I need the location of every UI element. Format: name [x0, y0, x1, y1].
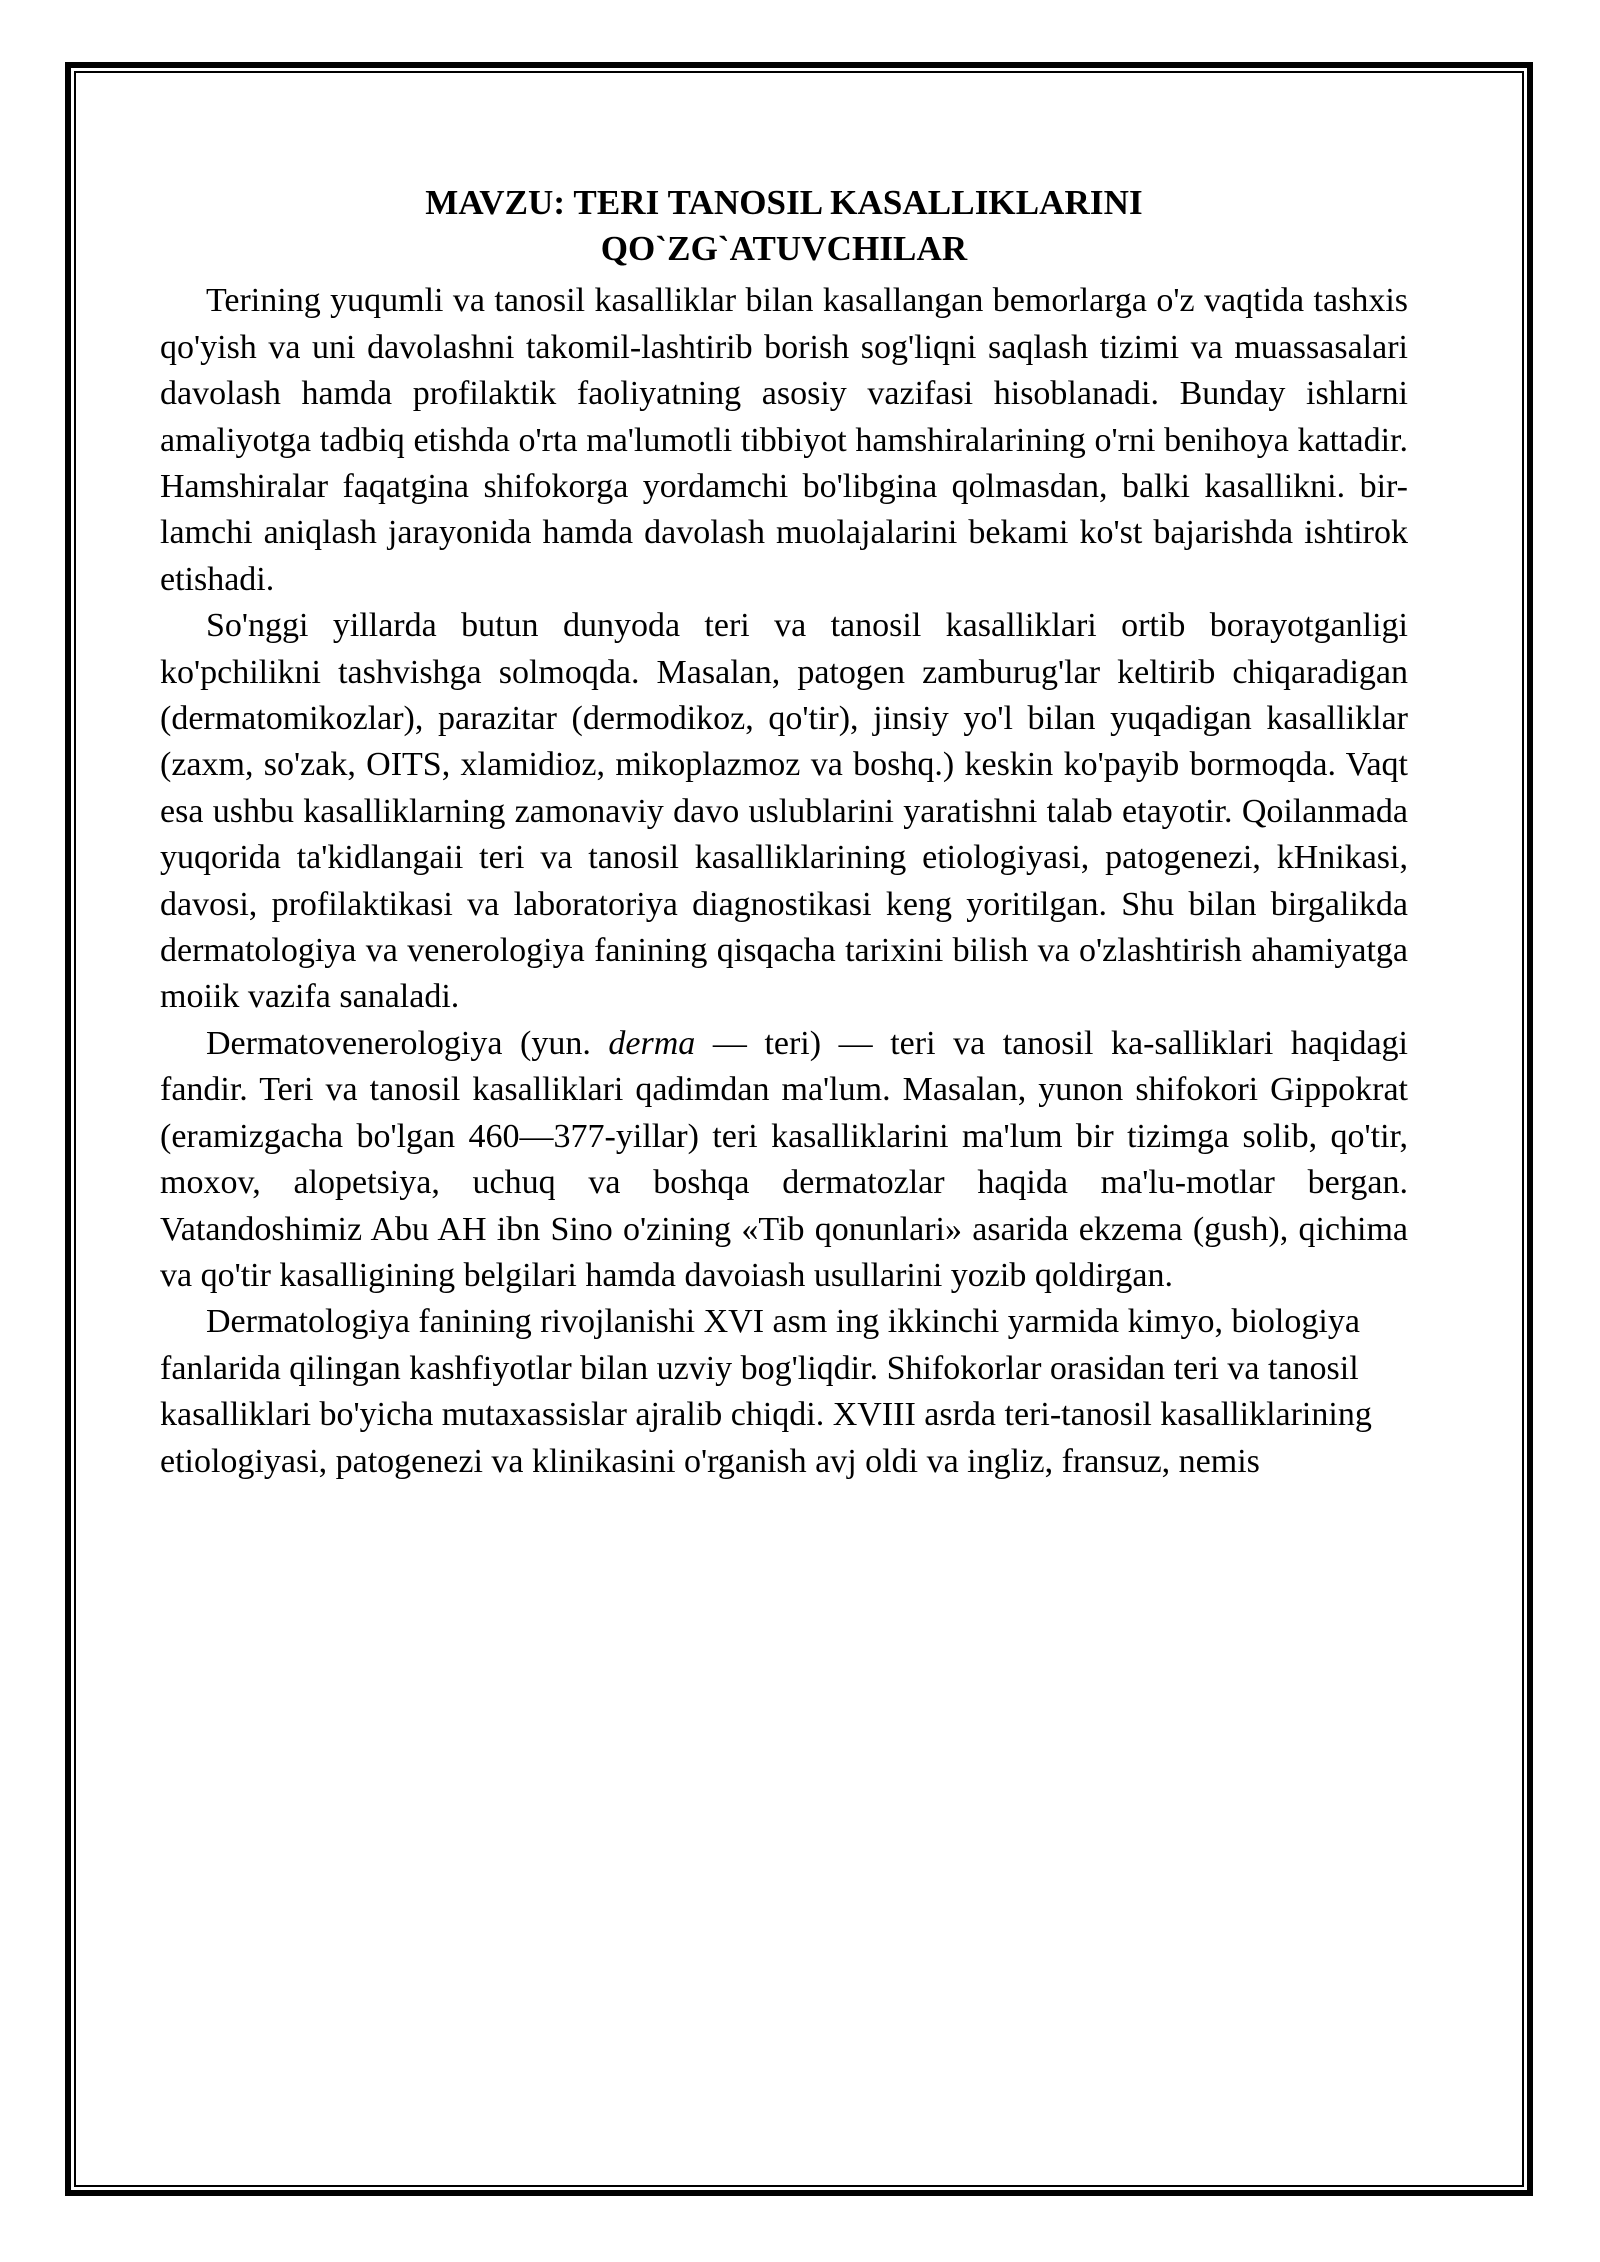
paragraph-text-before-term: Dermatovenerologiya (yun. — [206, 1024, 609, 1062]
document-content-area — [160, 180, 1408, 1485]
page-title — [160, 180, 1408, 278]
paragraph-global-disease-trends: So'nggi yillarda butun dunyoda teri va tanosil kasalliklari ortib borayotganligi ko'pchilikni tashvishga solmoqda. Masalan, patogen zamburug'lar keltirib chiqaradigan (dermatomikozlar), parazitar (dermodikoz, qo'tir), jinsiy yo'l bilan yuqadigan kasalliklar (zaxm, so'zak, OITS, xlamidioz, mikoplazmoz va boshq.) keskin ko'payib bormoqda. Vaqt esa ushbu kasalliklarning zamonaviy davo uslublarini yaratishni talab etayotir. Qoilanmada yuqorida ta'kidlangaii teri va tanosil kasalliklarining etiologiyasi, patogenezi, kHnikasi, davosi, profilaktikasi va laboratoriya diagnostikasi keng yoritilgan. Shu bilan birgalikda dermatologiya va venerologiya fanining qisqacha tarixini bilish va o'zlashtirish ahamiyatga moiik vazifa sanaladi. — [160, 607, 1408, 1016]
paragraph-dermatology-history: Dermatologiya fanining rivojlanishi XVI asm ing ikkinchi yarmida kimyo, biologiya fanlarida qilingan kashfiyotlar bilan uzviy bog'liqdir. Shifokorlar orasidan teri va tanosil kasalliklari bo'yicha mutaxassislar ajralib chiqdi. XVIII asrda teri-tanosil kasalliklarining etiologiyasi, patogenezi va klinikasini o'rganish avj oldi va ingliz, fransuz, nemis — [160, 1303, 1372, 1480]
page-title-line-2: QO`ZG`ATUVCHILAR — [600, 229, 968, 269]
paragraph-text-after-term: — teri) — teri va tanosil ka-salliklari haqidagi fandir. Teri va tanosil kasalliklari qadimdan ma'lum. Masalan, yunon shifokori Gippokrat (eramizgacha bo'lgan 460—377-yillar) teri kasalliklarini ma'lum bir tizimga solib, qo'tir, moxov, alopetsiya, uchuq va boshqa dermatozlar haqida ma'lu-motlar bergan. Vatandoshimiz Abu AH ibn Sino o'zining «Tib qonunlari» asarida ekzema (gush), qichima va qo'tir kasalligining belgilari hamda davoiash usullarini yozib qoldirgan. — [160, 1024, 1408, 1294]
page-title-line-1: MAVZU: TERI TANOSIL KASALLIKLARINI — [425, 183, 1143, 222]
greek-term-derma: derma — [608, 1024, 696, 1062]
paragraph-dermatovenerology-definition — [160, 1021, 1408, 1299]
paragraph-intro-nursing-role: Terining yuqumli va tanosil kasalliklar bilan kasallangan bemorlarga o'z vaqtida tashxis qo'yish va uni davolashni takomil-lashtirib borish sog'liqni saqlash tizimi va muassasalari davolash hamda profilaktik faoliyatning asosiy vazifasi hisoblanadi. Bunday ishlarni amaliyotga tadbiq etishda o'rta ma'lumotli tibbiyot hamshiralarining o'rni benihoya kattadir. Hamshiralar faqatgina shifokorga yordamchi bo'libgina qolmasdan, balki kasallikni. bir-lamchi aniqlash jarayonida hamda davolash muolajalarini bekami ko'st bajarishda ishtirok etishadi. — [160, 282, 1408, 598]
